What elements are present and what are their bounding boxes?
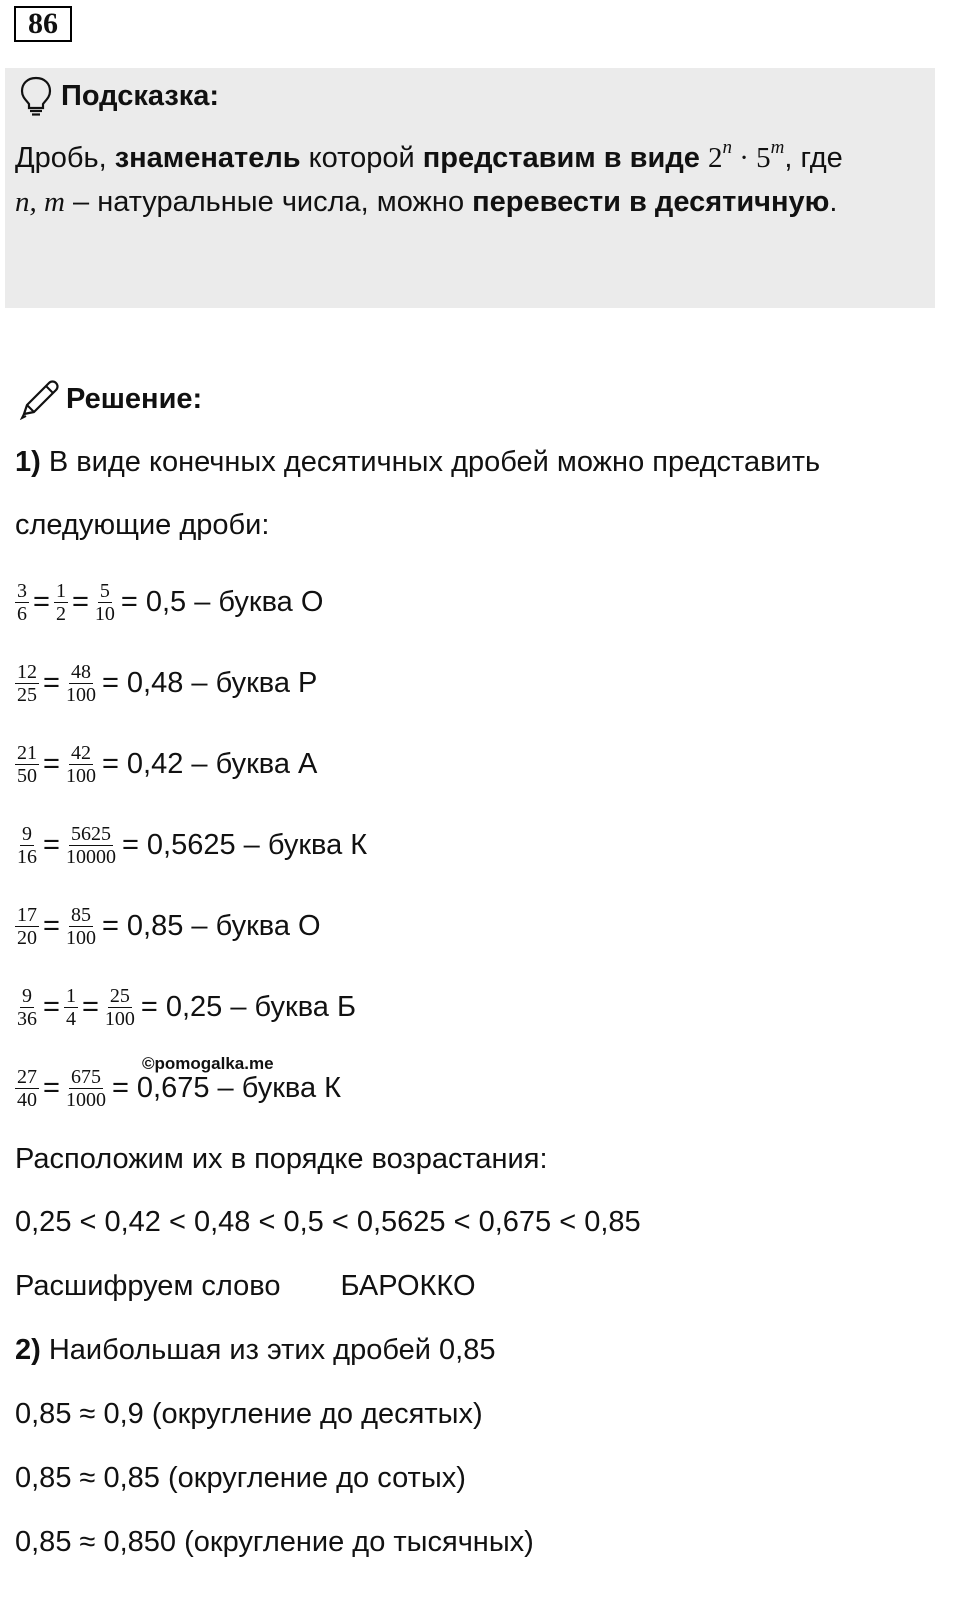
denominator: 36: [17, 1007, 37, 1030]
denominator: 20: [17, 926, 37, 949]
fraction: [15, 661, 39, 706]
hint-part6: – натуральные числа, можно: [64, 186, 473, 218]
denominator: 10000: [65, 845, 116, 868]
numerator: 48: [70, 660, 91, 683]
equals-sign: =: [33, 585, 50, 618]
fraction: [15, 985, 39, 1030]
step1-line: [15, 446, 820, 479]
step1-line2: следующие дроби:: [15, 509, 270, 541]
equals-sign: =: [43, 747, 60, 780]
fraction: [64, 661, 98, 706]
hint-part5: , где: [784, 142, 843, 174]
step2-label: 2): [15, 1334, 41, 1366]
numerator: 5: [99, 579, 110, 602]
numerator: 3: [17, 579, 27, 602]
equals-sign: =: [43, 666, 60, 699]
equation-result: = 0,25 – буква Б: [140, 990, 357, 1023]
numerator: 9: [22, 984, 32, 1007]
fraction: [15, 580, 29, 625]
task-number: 86: [14, 6, 72, 42]
step2-text: Наибольшая из этих дробей 0,85: [40, 1334, 496, 1366]
numerator: 12: [17, 660, 37, 683]
equation-row: [15, 734, 317, 794]
numerator: 17: [17, 903, 37, 926]
fraction: [64, 985, 78, 1030]
fraction: [64, 904, 98, 949]
rounding-line-3: 0,85 ≈ 0,850 (округление до тысячных): [15, 1526, 534, 1558]
equation-row: [15, 572, 323, 632]
fraction: [103, 985, 137, 1030]
equation-row: [15, 896, 321, 956]
hint-part3: которой: [300, 142, 423, 174]
decode-text: Расшифруем слово: [15, 1270, 281, 1302]
order-text: Расположим их в порядке возрастания:: [15, 1143, 548, 1175]
numerator: 5625: [70, 822, 111, 845]
equation-result: = 0,85 – буква О: [101, 909, 321, 942]
equation-result: = 0,675 – буква К: [111, 1071, 342, 1104]
fraction: [15, 742, 39, 787]
fraction: [54, 580, 68, 625]
equation-result: = 0,42 – буква А: [101, 747, 318, 780]
decode-line: [15, 1270, 476, 1303]
solution-title-text: Решение:: [66, 382, 203, 415]
hint-formula: 2$^n$ · 5$^m$: [707, 137, 785, 174]
hint-title: [19, 76, 219, 116]
equals-sign: =: [43, 990, 60, 1023]
numerator: 42: [70, 741, 91, 764]
fraction: [64, 1066, 108, 1111]
denominator: 25: [17, 683, 37, 706]
pencil-icon: [18, 378, 60, 420]
equals-sign: =: [43, 1071, 60, 1104]
hint-part4: представим в виде: [422, 142, 700, 174]
denominator: 40: [17, 1088, 37, 1111]
denominator: 2: [55, 602, 66, 625]
step1-label: 1): [15, 446, 41, 478]
denominator: 100: [104, 1007, 135, 1030]
hint-text: [15, 136, 920, 224]
numerator: 25: [109, 984, 130, 1007]
denominator: 50: [17, 764, 37, 787]
fraction: [15, 823, 39, 868]
numerator: 1: [65, 984, 76, 1007]
hint-vars: n, m: [15, 186, 65, 218]
equation-result: = 0,5625 – буква К: [121, 828, 368, 861]
denominator: 100: [65, 926, 96, 949]
hint-part1: Дробь,: [15, 142, 115, 174]
denominator: 10: [94, 602, 115, 625]
equation-row: [15, 815, 367, 875]
denominator: 100: [65, 683, 96, 706]
decoded-word: БАРОККО: [340, 1270, 476, 1302]
rounding-line-2: 0,85 ≈ 0,85 (округление до сотых): [15, 1462, 466, 1494]
equation-row: [15, 977, 356, 1037]
equation-row: [15, 653, 317, 713]
hint-part7: перевести в десятичную: [472, 186, 830, 218]
equals-sign: =: [43, 909, 60, 942]
watermark: ©pomogalka.me: [142, 1054, 274, 1073]
step1-text: В виде конечных десятичных дробей можно представить: [40, 446, 821, 478]
equation-result: = 0,48 – буква Р: [101, 666, 318, 699]
rounding-line-1: 0,85 ≈ 0,9 (округление до десятых): [15, 1398, 483, 1430]
equals-sign: =: [43, 828, 60, 861]
numerator: 675: [70, 1065, 101, 1088]
denominator: 6: [17, 602, 27, 625]
hint-box: [5, 68, 935, 308]
hint-part8: .: [829, 186, 838, 218]
numerator: 9: [22, 822, 32, 845]
step2-line: [15, 1334, 495, 1367]
fraction: [64, 742, 98, 787]
fraction: [15, 1066, 39, 1111]
equals-sign: =: [71, 585, 89, 618]
numerator: 21: [17, 741, 37, 764]
numerator: 27: [17, 1065, 37, 1088]
fraction: [15, 904, 39, 949]
denominator: 16: [17, 845, 37, 868]
hint-title-text: Подсказка:: [61, 79, 220, 112]
hint-part2: знаменатель: [114, 142, 301, 174]
denominator: 1000: [65, 1088, 106, 1111]
denominator: 100: [65, 764, 96, 787]
denominator: 4: [65, 1007, 76, 1030]
solution-title: [18, 378, 202, 420]
fraction: [64, 823, 118, 868]
equals-sign: =: [81, 990, 99, 1023]
lightbulb-icon: [19, 76, 53, 116]
order-chain: 0,25 < 0,42 < 0,48 < 0,5 < 0,5625 < 0,675 < 0,85: [15, 1206, 641, 1238]
numerator: 1: [55, 579, 66, 602]
fraction: [93, 580, 117, 625]
equation-result: = 0,5 – буква О: [120, 585, 324, 618]
numerator: 85: [70, 903, 91, 926]
